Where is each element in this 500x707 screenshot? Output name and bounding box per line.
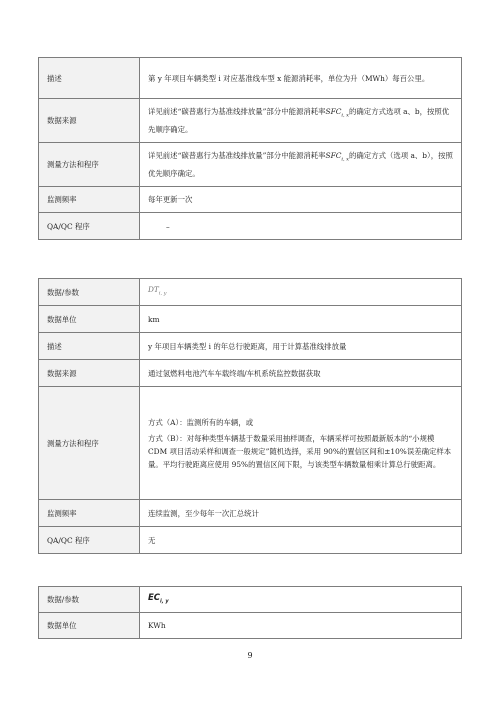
- param-symbol: $EC_{i, y}$: [140, 587, 462, 613]
- desc-value: y 年项目车辆类型 i 的年总行驶距离，用于计算基准线排放量: [140, 333, 462, 360]
- param-table-sfc: [38, 57, 462, 240]
- source-label: 数据来源: [39, 99, 140, 143]
- qa-label: QA/QC 程序: [39, 213, 140, 240]
- qa-value: –: [140, 213, 462, 240]
- param-label: 数据/参数: [39, 279, 140, 306]
- param-label: 数据/参数: [39, 587, 140, 613]
- qa-value: 无: [140, 527, 462, 554]
- sfc-symbol: $SFC_{i, x}$: [325, 151, 350, 163]
- method-value: 详见前述“碳普惠行为基准线排放量”部分中能源消耗率$SFC_{i, x}$的确定方式（选项 a、b），按照优先顺序确定。: [140, 143, 462, 187]
- param-table-ec: [38, 586, 462, 639]
- source-label: 数据来源: [39, 360, 140, 387]
- method-option-a: 方式（A）：监测所有的车辆，或: [148, 417, 254, 427]
- param-table-dt: [38, 278, 462, 554]
- method-label: 测量方法和程序: [39, 143, 140, 187]
- sfc-symbol: $SFC_{i, x}$: [325, 107, 350, 119]
- unit-value: km: [140, 306, 462, 333]
- freq-value: 连续监测，至少每年一次汇总统计: [140, 500, 462, 527]
- desc-label: 描述: [39, 333, 140, 360]
- page-number: 9: [247, 651, 253, 660]
- freq-label: 监测频率: [39, 187, 140, 213]
- qa-label: QA/QC 程序: [39, 527, 140, 554]
- freq-label: 监测频率: [39, 500, 140, 527]
- param-symbol: $DT_{i, y}$: [140, 279, 462, 306]
- freq-value: 每年更新一次: [140, 187, 462, 213]
- unit-value: KWh: [140, 613, 462, 639]
- method-label: 测量方法和程序: [39, 387, 140, 500]
- method-option-b: 方式（B）：对每种类型车辆基于数量采用抽样调查，车辆采样可按照最新版本的“小规模 CDM 项目活动采样和调查一般规定”随机选择，采用 90%的置信区间和±10%误差确定样本量。平均行驶距离应使用 95%的置信区间下限，与该类型车辆数量相乘计算总行驶距离。: [148, 433, 452, 469]
- desc-value: 第 y 年项目车辆类型 i 对应基准线车型 x 能源消耗率，单位为升（MWh）每百公里。: [140, 58, 462, 99]
- unit-label: 数据单位: [39, 613, 140, 639]
- desc-label: 描述: [39, 58, 140, 99]
- source-value: 详见前述“碳普惠行为基准线排放量”部分中能源消耗率$SFC_{i, x}$的确定方式选项 a、b，按照优先顺序确定。: [140, 99, 462, 143]
- unit-label: 数据单位: [39, 306, 140, 333]
- source-value: 通过氢燃料电池汽车车载终端/车机系统监控数据获取: [140, 360, 462, 387]
- method-value: [140, 387, 462, 500]
